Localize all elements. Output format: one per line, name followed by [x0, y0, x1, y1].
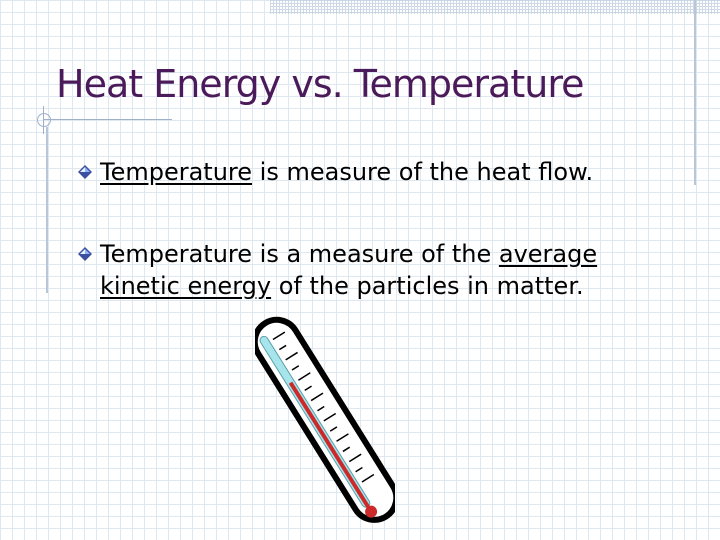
term-average: average: [498, 240, 598, 268]
decorative-left-line: [46, 127, 48, 293]
diamond-bullet-icon: [78, 165, 92, 179]
bullet-2-text: [78, 238, 678, 302]
thermometer-icon: [255, 310, 395, 528]
bullet-1-rest: is measure of the heat flow.: [252, 158, 594, 186]
decorative-title-rule: [44, 119, 172, 120]
bullet-2-lead: Temperature is a measure of the: [100, 240, 499, 268]
diamond-bullet-icon: [78, 247, 92, 261]
term-kinetic-energy: kinetic energy: [100, 272, 272, 300]
bullet-1-text: [78, 156, 678, 188]
decorative-right-line: [694, 0, 696, 185]
decorative-corner-mark: [37, 113, 51, 127]
slide-title: Heat Energy vs. Temperature: [56, 62, 584, 106]
bullet-2: [78, 238, 678, 302]
bullet-2-tail: of the particles in matter.: [271, 272, 584, 300]
decorative-top-band: [270, 0, 720, 14]
bullet-1: [78, 156, 678, 188]
term-temperature: Temperature: [100, 158, 253, 186]
